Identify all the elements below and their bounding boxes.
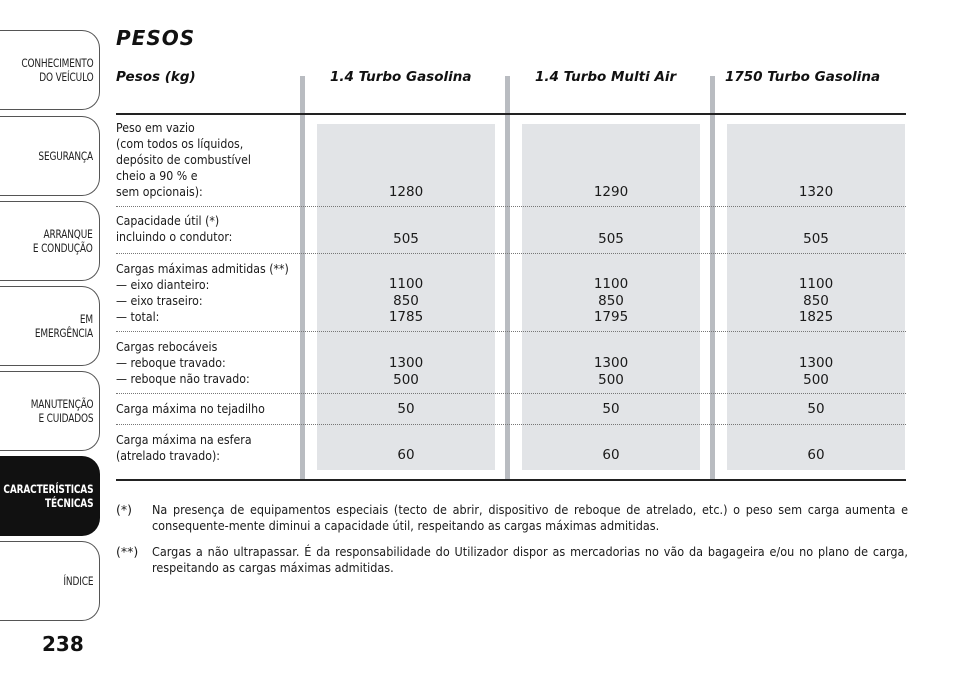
cell-value: 505 <box>598 231 624 247</box>
page-title: PESOS <box>116 26 196 50</box>
row-label-carga-esfera: Carga máxima na esfera (atrelado travado): <box>116 432 252 463</box>
row-label-carga-tejadilho: Carga máxima no tejadilho <box>116 401 265 416</box>
cell-value: 50 <box>807 401 825 417</box>
chapter-tab-sidebar <box>0 0 102 640</box>
cell-value: 505 <box>393 231 419 247</box>
row-label-peso-vazio: Peso em vazio (com todos os líquidos, depósito de combustível cheio a 90 % e sem opcionais): <box>116 120 251 199</box>
tab-manutencao-e-cuidados[interactable] <box>0 371 100 451</box>
tab-label: CARACTERÍSTICAS TÉCNICAS <box>2 482 93 510</box>
row-separator <box>116 424 906 425</box>
cell-value: 1300 500 <box>388 355 424 388</box>
cell-value: 1100 850 1785 <box>388 276 424 325</box>
footnote-1 <box>116 502 911 536</box>
header-rule <box>116 113 906 115</box>
table-bottom-rule <box>116 479 906 481</box>
tab-arranque-e-conducao[interactable] <box>0 201 100 281</box>
tab-label: ARRANQUE E CONDUÇÃO <box>33 227 93 255</box>
tab-indice[interactable] <box>0 541 100 621</box>
tab-caracteristicas-tecnicas[interactable] <box>0 456 100 536</box>
cell-value: 60 <box>602 447 620 463</box>
cell-value: 1100 850 1795 <box>593 276 629 325</box>
tab-seguranca[interactable] <box>0 116 100 196</box>
cell-value: 1280 <box>388 184 424 200</box>
cell-value: 50 <box>602 401 620 417</box>
footnote-2 <box>116 544 911 578</box>
row-label-cargas-maximas: Cargas máximas admitidas (**) — eixo dianteiro: — eixo traseiro: — total: <box>116 261 289 324</box>
footnote-text: Na presença de equipamentos especiais (tecto de abrir, dispositivo de reboque de atrelado, etc.) o peso sem carga aumenta e consequente-mente diminui a capacidade útil, respeitando as cargas máximas admitidas. <box>152 502 908 533</box>
column-divider <box>710 76 715 480</box>
cell-value: 505 <box>803 231 829 247</box>
footnote-mark: (*) <box>116 502 133 517</box>
tab-conhecimento-do-veiculo[interactable] <box>0 30 100 110</box>
tab-label: MANUTENÇÃO E CUIDADOS <box>30 397 93 425</box>
row-separator <box>116 393 906 394</box>
row-separator <box>116 253 906 254</box>
column-divider <box>505 76 510 480</box>
footnote-mark: (**) <box>116 544 139 559</box>
header-pesos: Pesos (kg) <box>116 69 196 85</box>
tab-label: ÍNDICE <box>63 574 93 588</box>
cell-value: 1100 850 1825 <box>798 276 834 325</box>
tab-label: EM EMERGÊNCIA <box>34 312 93 340</box>
row-separator <box>116 206 906 207</box>
column-divider <box>300 76 305 480</box>
cell-value: 1300 500 <box>798 355 834 388</box>
page-number: 238 <box>42 632 84 656</box>
header-14-turbo-multi-air: 1.4 Turbo Multi Air <box>535 69 677 85</box>
cell-value: 1320 <box>798 184 834 200</box>
tab-label: CONHECIMENTO DO VEÍCULO <box>20 56 93 84</box>
row-separator <box>116 331 906 332</box>
tab-label: SEGURANÇA <box>38 149 93 163</box>
cell-value: 50 <box>397 401 415 417</box>
cell-value: 60 <box>807 447 825 463</box>
header-14-turbo-gasolina: 1.4 Turbo Gasolina <box>330 69 472 85</box>
tab-em-emergencia[interactable] <box>0 286 100 366</box>
cell-value: 1290 <box>593 184 629 200</box>
row-label-cargas-rebocaveis: Cargas rebocáveis — reboque travado: — reboque não travado: <box>116 339 250 386</box>
header-1750-turbo-gasolina: 1750 Turbo Gasolina <box>725 69 881 85</box>
row-label-capacidade-util: Capacidade útil (*) incluindo o condutor: <box>116 213 233 244</box>
cell-value: 1300 500 <box>593 355 629 388</box>
footnote-text: Cargas a não ultrapassar. É da responsabilidade do Utilizador dispor as mercadorias no vão da bagageira e/ou no plano de carga, respeitando as cargas máximas admitidas. <box>152 544 908 575</box>
cell-value: 60 <box>397 447 415 463</box>
